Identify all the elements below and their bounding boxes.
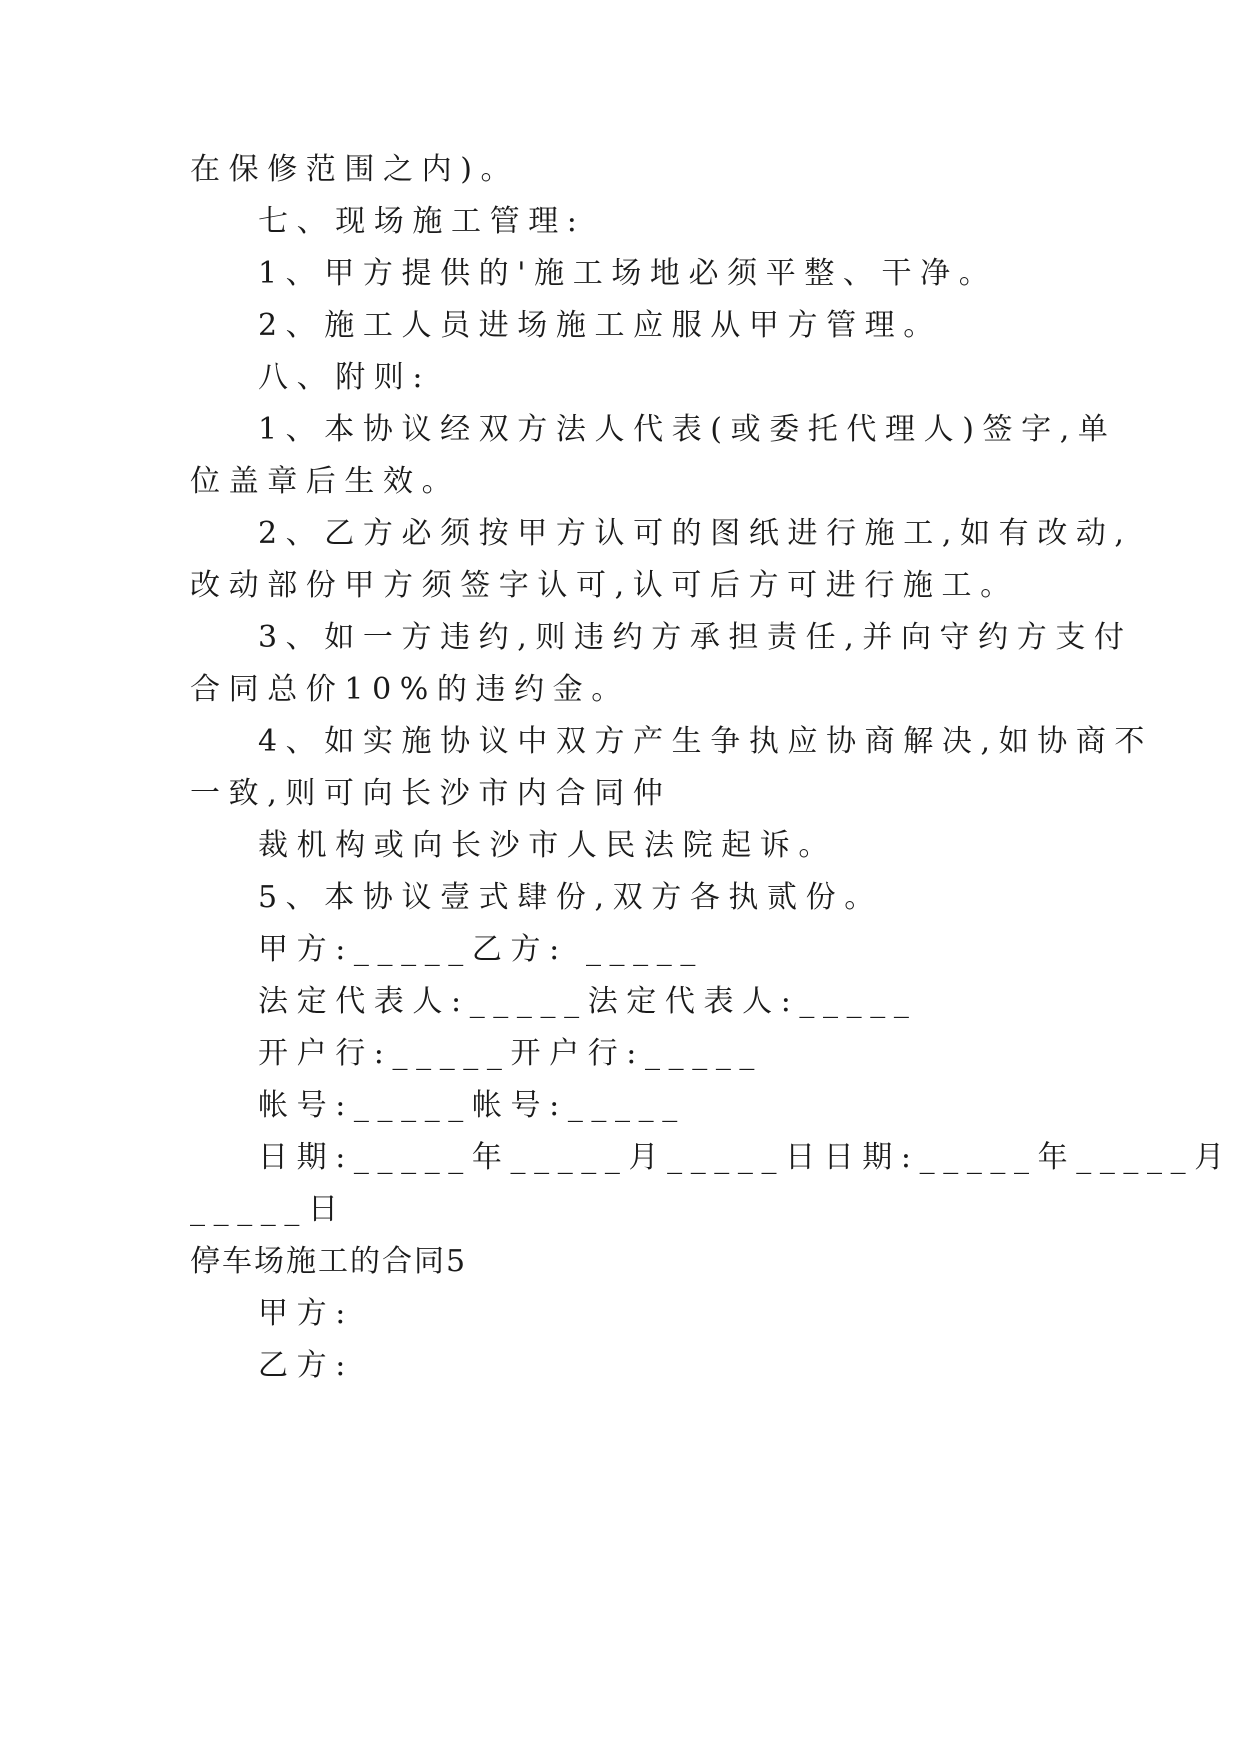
text-line: 2、施工人员进场施工应服从甲方管理。 — [258, 308, 942, 343]
text-line: 位盖章后生效。 — [190, 464, 461, 499]
text-line: 一致,则可向长沙市内合同仲 — [190, 776, 672, 811]
section-heading: 七、现场施工管理: — [258, 204, 586, 239]
signature-field-party: 甲方:_____乙方: _____ — [258, 932, 704, 967]
section-heading: 八、附则: — [258, 360, 432, 395]
signature-field-representative: 法定代表人:_____法定代表人:_____ — [258, 984, 918, 1019]
text-line: 在保修范围之内)。 — [190, 152, 520, 187]
signature-field-bank: 开户行:_____开户行:_____ — [258, 1036, 764, 1071]
text-line: 5、本协议壹式肆份,双方各执贰份。 — [258, 880, 883, 915]
text-line: 改动部份甲方须签字认可,认可后方可进行施工。 — [190, 568, 1019, 603]
text-line: 裁机构或向长沙市人民法院起诉。 — [258, 828, 837, 863]
signature-field-date-cont: _____日 — [190, 1192, 347, 1227]
text-line: 1、甲方提供的'施工场地必须平整、干净。 — [258, 256, 998, 291]
text-line: 4、如实施协议中双方产生争执应协商解决,如协商不 — [258, 724, 1154, 759]
text-line: 合同总价10%的违约金。 — [190, 672, 630, 707]
party-a-label: 甲方: — [258, 1296, 354, 1331]
signature-field-account: 帐号:_____帐号:_____ — [258, 1088, 686, 1123]
text-line: 3、如一方违约,则违约方承担责任,并向守约方支付 — [258, 620, 1133, 655]
signature-field-date: 日期:_____年_____月_____日日期:_____年_____月 — [258, 1140, 1233, 1175]
party-b-label: 乙方: — [258, 1348, 354, 1383]
text-line: 2、乙方必须按甲方认可的图纸进行施工,如有改动, — [258, 516, 1133, 551]
contract-title: 停车场施工的合同5 — [190, 1244, 468, 1279]
text-line: 1、本协议经双方法人代表(或委托代理人)签字,单 — [258, 412, 1117, 447]
